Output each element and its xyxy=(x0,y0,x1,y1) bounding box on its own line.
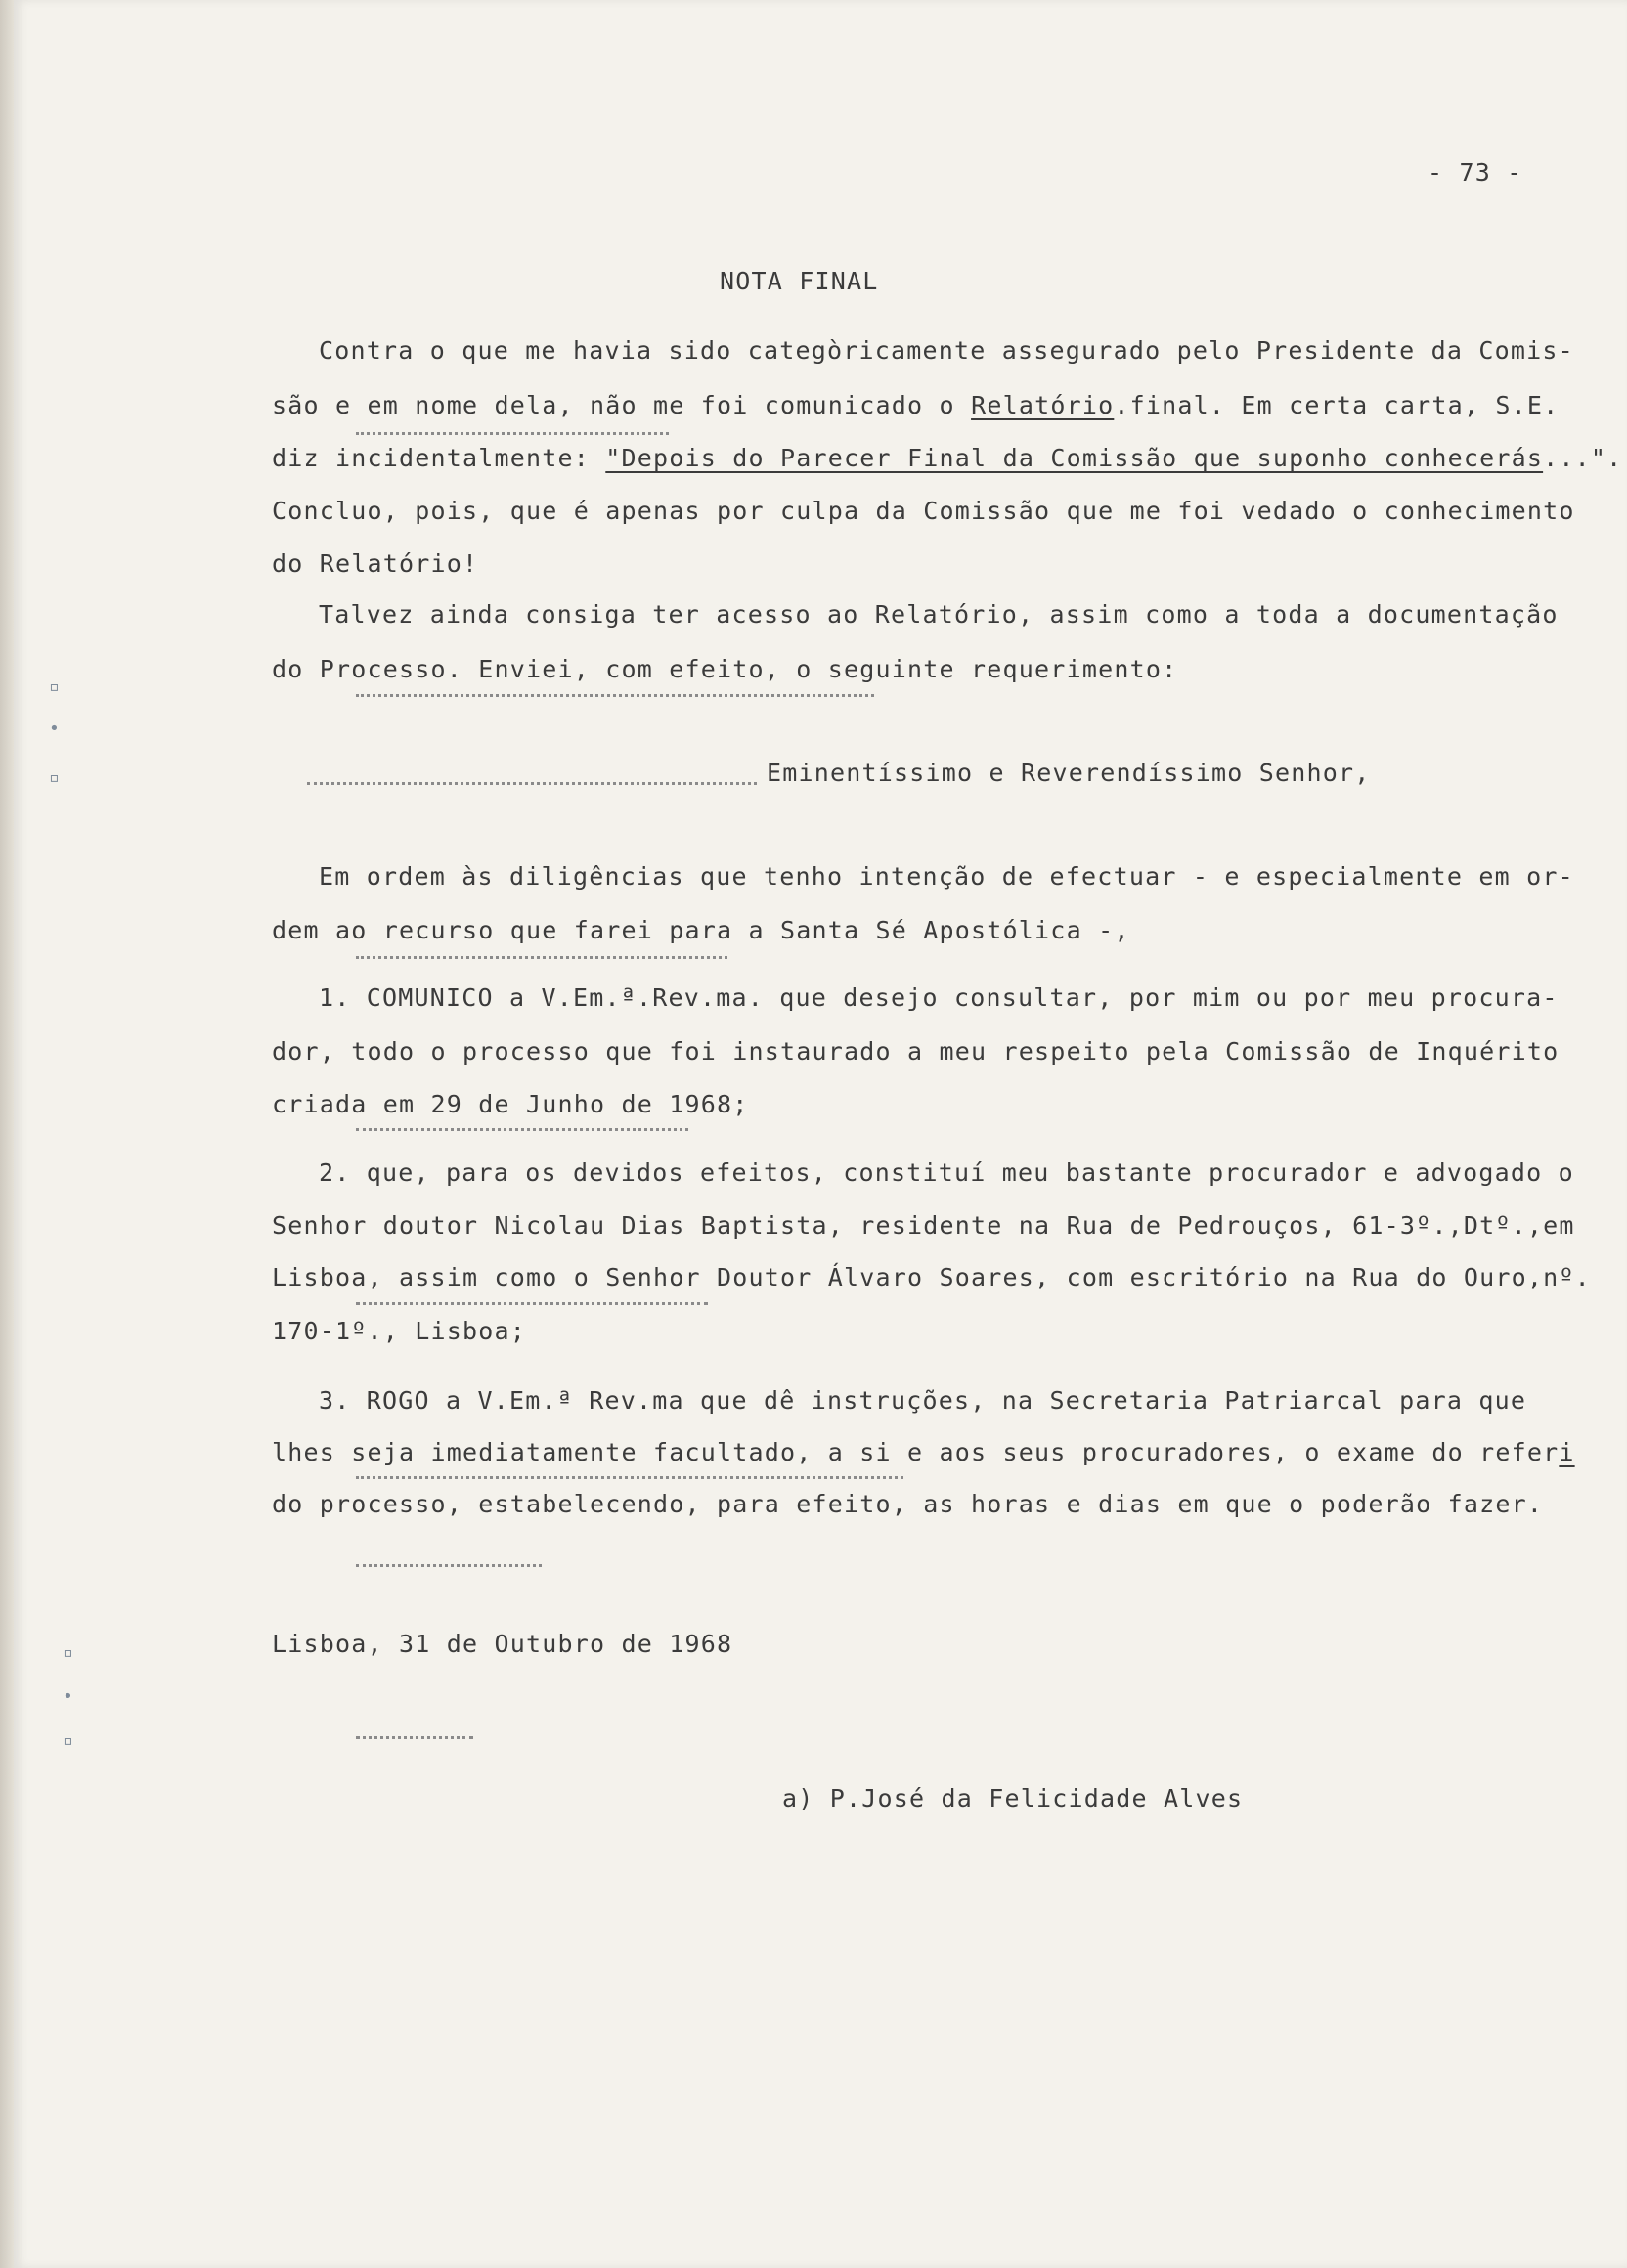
paragraph-1-line-2-start: são e em nome dela, não me foi comunicado o xyxy=(272,391,972,419)
dotted-leader xyxy=(307,782,757,785)
paragraph-1-line-3-start: diz incidentalmente: xyxy=(272,444,606,472)
paragraph-1-line-4: Concluo, pois, que é apenas por culpa da Comissão que me foi vedado o conhecimento xyxy=(272,497,1575,525)
margin-mark: • xyxy=(49,719,60,739)
document-page xyxy=(14,0,1627,2268)
dotted-rule xyxy=(356,956,727,959)
paragraph-2-line-1: Talvez ainda consiga ter acesso ao Relatório, assim como a toda a documentação xyxy=(319,600,1559,629)
salutation: Eminentíssimo e Reverendíssimo Senhor, xyxy=(767,759,1371,787)
margin-mark: ▫ xyxy=(49,767,60,788)
dotted-rule xyxy=(356,1302,708,1305)
underlined-quote: "Depois do Parecer Final da Comissão que suponho conhecerás xyxy=(605,444,1544,472)
paragraph-1-line-2 xyxy=(272,391,1559,419)
margin-mark: ▫ xyxy=(63,1730,73,1751)
paragraph-1-line-1: Contra o que me havia sido categòricamente assegurado pelo Presidente da Comis- xyxy=(319,336,1574,365)
item-3-line-2-underlined: i xyxy=(1559,1438,1575,1466)
item-1-line-3: criada em 29 de Junho de 1968; xyxy=(272,1090,749,1118)
dotted-rule xyxy=(356,1476,903,1479)
paragraph-1-line-2-end: .final. Em certa carta, S.E. xyxy=(1114,391,1560,419)
item-3-line-2 xyxy=(272,1438,1575,1466)
paragraph-1-line-3 xyxy=(272,444,1622,472)
signature: a) P.José da Felicidade Alves xyxy=(782,1784,1244,1812)
item-3-line-1: 3. ROGO a V.Em.ª Rev.ma que dê instruções, na Secretaria Patriarcal para que xyxy=(319,1386,1527,1415)
dotted-rule xyxy=(356,1128,688,1131)
item-1-line-1: 1. COMUNICO a V.Em.ª.Rev.ma. que desejo consultar, por mim ou por meu procura- xyxy=(319,983,1559,1012)
paragraph-1-line-3-end: ...". xyxy=(1543,444,1623,472)
paragraph-2-line-2: do Processo. Enviei, com efeito, o seguinte requerimento: xyxy=(272,655,1178,683)
item-3-line-2-text: lhes seja imediatamente facultado, a si e aos seus procuradores, o exame do refer xyxy=(272,1438,1560,1466)
paragraph-1-line-5: do Relatório! xyxy=(272,549,479,578)
underlined-relatorio: Relatório xyxy=(971,391,1115,419)
paragraph-3-line-2: dem ao recurso que farei para a Santa Sé Apostólica -, xyxy=(272,916,1130,944)
dotted-rule xyxy=(356,1564,542,1567)
page-title: NOTA FINAL xyxy=(720,267,879,295)
margin-mark: ▫ xyxy=(63,1642,73,1663)
dotted-rule xyxy=(356,432,669,435)
margin-mark: • xyxy=(63,1686,73,1707)
item-1-line-2: dor, todo o processo que foi instaurado a meu respeito pela Comissão de Inquérito xyxy=(272,1037,1560,1066)
item-2-line-3: Lisboa, assim como o Senhor Doutor Álvaro Soares, com escritório na Rua do Ouro,nº. xyxy=(272,1263,1591,1291)
item-2-line-4: 170-1º., Lisboa; xyxy=(272,1317,527,1345)
margin-mark: ▫ xyxy=(49,676,60,697)
date-line: Lisboa, 31 de Outubro de 1968 xyxy=(272,1630,733,1658)
item-2-line-1: 2. que, para os devidos efeitos, constituí meu bastante procurador e advogado o xyxy=(319,1158,1574,1187)
dotted-rule xyxy=(356,694,874,697)
paragraph-3-line-1: Em ordem às diligências que tenho intenção de efectuar - e especialmente em or- xyxy=(319,862,1574,891)
item-3-line-3: do processo, estabelecendo, para efeito, as horas e dias em que o poderão fazer. xyxy=(272,1490,1544,1518)
item-2-line-2: Senhor doutor Nicolau Dias Baptista, residente na Rua de Pedrouços, 61-3º.,Dtº.,em xyxy=(272,1211,1575,1240)
dotted-rule xyxy=(356,1736,473,1739)
page-number: - 73 - xyxy=(1428,158,1523,187)
page-edge xyxy=(0,0,14,2268)
